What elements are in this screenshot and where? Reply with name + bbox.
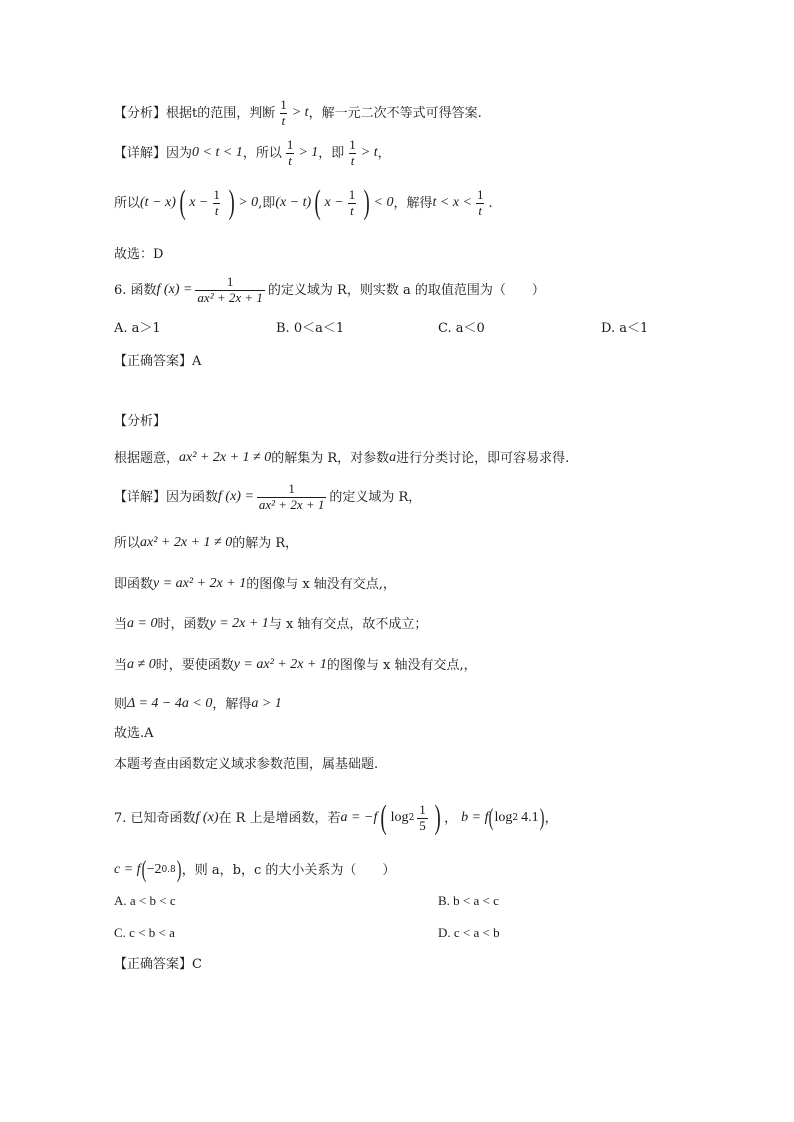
math-inline: ax² + 2x + 1 ≠ 0 (140, 535, 233, 550)
math-inline: a = −f (340, 810, 378, 825)
text: ，解得 (393, 195, 433, 211)
text: ，即 (318, 145, 345, 161)
detail-line-5 (114, 577, 396, 591)
analysis-title: 【分析】 (114, 414, 167, 429)
q7-option-c: C. c < b < a (114, 925, 175, 940)
log-base: 2 (512, 812, 519, 823)
text: 的图像与 x 轴没有交点,， (246, 576, 396, 592)
paren-close: ) (539, 805, 545, 831)
math-inline: 4.1 (521, 810, 539, 825)
question-number: 7. 已知奇函数 (114, 810, 196, 826)
answer-line: 故选：D (114, 247, 164, 262)
math-inline: f (x) (195, 810, 219, 825)
question-7 (114, 801, 558, 835)
correct-answer-7: 【正确答案】C (114, 957, 202, 972)
detail-line-3 (114, 482, 421, 513)
math-inline: Δ = 4 − 4a < 0 (127, 696, 213, 711)
text: 即函数 (114, 576, 154, 592)
analysis-text: 【分析】根据t的范围，判断 (114, 105, 276, 121)
question-text: ，则 a，b，c 的大小关系为（ ） (181, 862, 396, 878)
math-inline: a = 0 (127, 616, 158, 631)
math-inline: f (x) = (156, 282, 193, 298)
analysis-line-1 (114, 98, 482, 129)
fraction: $\frac{1}{t}$ (213, 186, 220, 218)
math-inline: t < x < (432, 195, 472, 210)
text: 与 x 轴有交点，故不成立； (268, 616, 428, 632)
math-inline: f (x) = (218, 489, 254, 505)
text: ， (377, 145, 391, 161)
detail-line-1 (114, 138, 391, 169)
fraction: $\frac{1}{t}$ (348, 186, 356, 218)
math-inline: y = ax² + 2x + 1 (233, 657, 327, 672)
math-inline: < 0 (373, 195, 394, 210)
text: ，所以 (242, 145, 282, 161)
math-inline: > 1 (298, 145, 319, 161)
fraction: $\frac{1}{5}$ (419, 801, 426, 833)
fraction: $\frac{1}{\text{ax² + 2x + 1}}$ (258, 481, 325, 512)
math-inline: a (389, 450, 397, 465)
math-inline: a ≠ 0 (127, 657, 156, 672)
text: 当 (114, 657, 128, 673)
answer-line-2: 故选.A (114, 726, 154, 741)
math-inline: x − (189, 195, 209, 210)
log-text: log (390, 810, 409, 825)
text: 则 (114, 696, 128, 712)
question-number: 6. 函数 (114, 282, 157, 298)
paren-open: ( (314, 184, 321, 221)
text: 所以 (114, 195, 141, 211)
option-b: B. 0＜a＜1 (276, 321, 345, 336)
fraction: $\frac{1}{t}$ (349, 137, 356, 168)
text: 的图像与 x 轴没有交点,， (326, 657, 477, 673)
math-inline: > t (291, 105, 309, 121)
paren-close: ) (363, 184, 370, 221)
text: . (488, 195, 493, 211)
q7-option-a: A. a < b < c (114, 893, 176, 908)
paren-close: ) (176, 857, 182, 883)
detail-line-8 (114, 697, 282, 711)
detail-line-2 (114, 186, 493, 220)
paren-close: ) (228, 184, 235, 221)
detail-line-7 (114, 658, 477, 672)
text: 根据题意， (114, 450, 180, 466)
option-c: C. a＜0 (438, 321, 485, 336)
question-text: 的定义域为 R，则实数 a 的取值范围为（ ） (267, 282, 545, 298)
option-a: A. a＞1 (114, 321, 161, 336)
text: 时，要使函数 (155, 657, 234, 673)
math-inline: y = ax² + 2x + 1 (153, 576, 247, 591)
fraction: $\frac{1}{t}$ (476, 186, 484, 218)
text: 的定义域为 R， (329, 489, 422, 505)
paren-open: ( (380, 799, 388, 836)
math-inline: (x − t) (275, 195, 312, 210)
paren-open: ( (141, 857, 146, 883)
analysis-text-2: ，解一元二次不等式可得答案. (308, 105, 482, 121)
question-6 (114, 275, 545, 306)
math-inline: −2 (146, 862, 162, 877)
math-inline: ax² + 2x + 1 ≠ 0 (179, 450, 272, 465)
math-inline: b = f (461, 810, 489, 825)
fraction: $\frac{1}{t}$ (286, 137, 294, 168)
detail-line-6 (114, 617, 427, 631)
fraction: $\frac{1}{\text{ax² + 2x + 1}}$ (197, 274, 263, 305)
math-inline: y = 2x + 1 (209, 616, 269, 631)
text: ， (544, 810, 558, 826)
paren-close: ) (434, 799, 441, 836)
text: ，解得 (212, 696, 252, 712)
analysis-line-2 (114, 451, 569, 465)
text: ,即 (258, 195, 276, 211)
q7-option-d: D. c < a < b (438, 925, 500, 940)
text: 所以 (114, 535, 141, 551)
math-inline: a > 1 (251, 696, 282, 711)
math-inline: c = f (114, 862, 141, 877)
paren-open: ( (179, 184, 186, 221)
math-inline: x − (324, 195, 344, 210)
fraction: $\frac{1}{t}$ (280, 97, 287, 128)
q7-option-b: B. b < a < c (438, 893, 499, 908)
text: 时，函数 (157, 616, 210, 632)
exponent: 0.8 (161, 864, 176, 875)
option-d: D. a＜1 (601, 321, 649, 336)
detail-label: 【详解】因为 (114, 145, 193, 161)
question-text: 在 R 上是增函数，若 (218, 810, 341, 826)
text: 的解集为 R，对参数 (271, 450, 390, 466)
text: ， (444, 810, 458, 826)
detail-line-4 (114, 536, 298, 550)
math-inline: (t − x) (140, 195, 176, 210)
summary-line: 本题考查由函数定义域求参数范围，属基础题. (114, 757, 379, 772)
text: 当 (114, 616, 128, 632)
question-7-line-2 (114, 858, 395, 882)
text: 的解为 R， (232, 535, 299, 551)
correct-answer: 【正确答案】A (114, 354, 202, 369)
math-inline: > 0 (238, 195, 259, 210)
paren-open: ( (489, 805, 494, 831)
text: 进行分类讨论，即可容易求得. (396, 450, 570, 466)
math-inline: > t (360, 145, 378, 161)
detail-label: 【详解】因为函数 (114, 489, 219, 505)
log-base: 2 (408, 812, 415, 823)
math-inline: 0 < t < 1 (192, 145, 243, 161)
log-text: log (494, 810, 513, 825)
